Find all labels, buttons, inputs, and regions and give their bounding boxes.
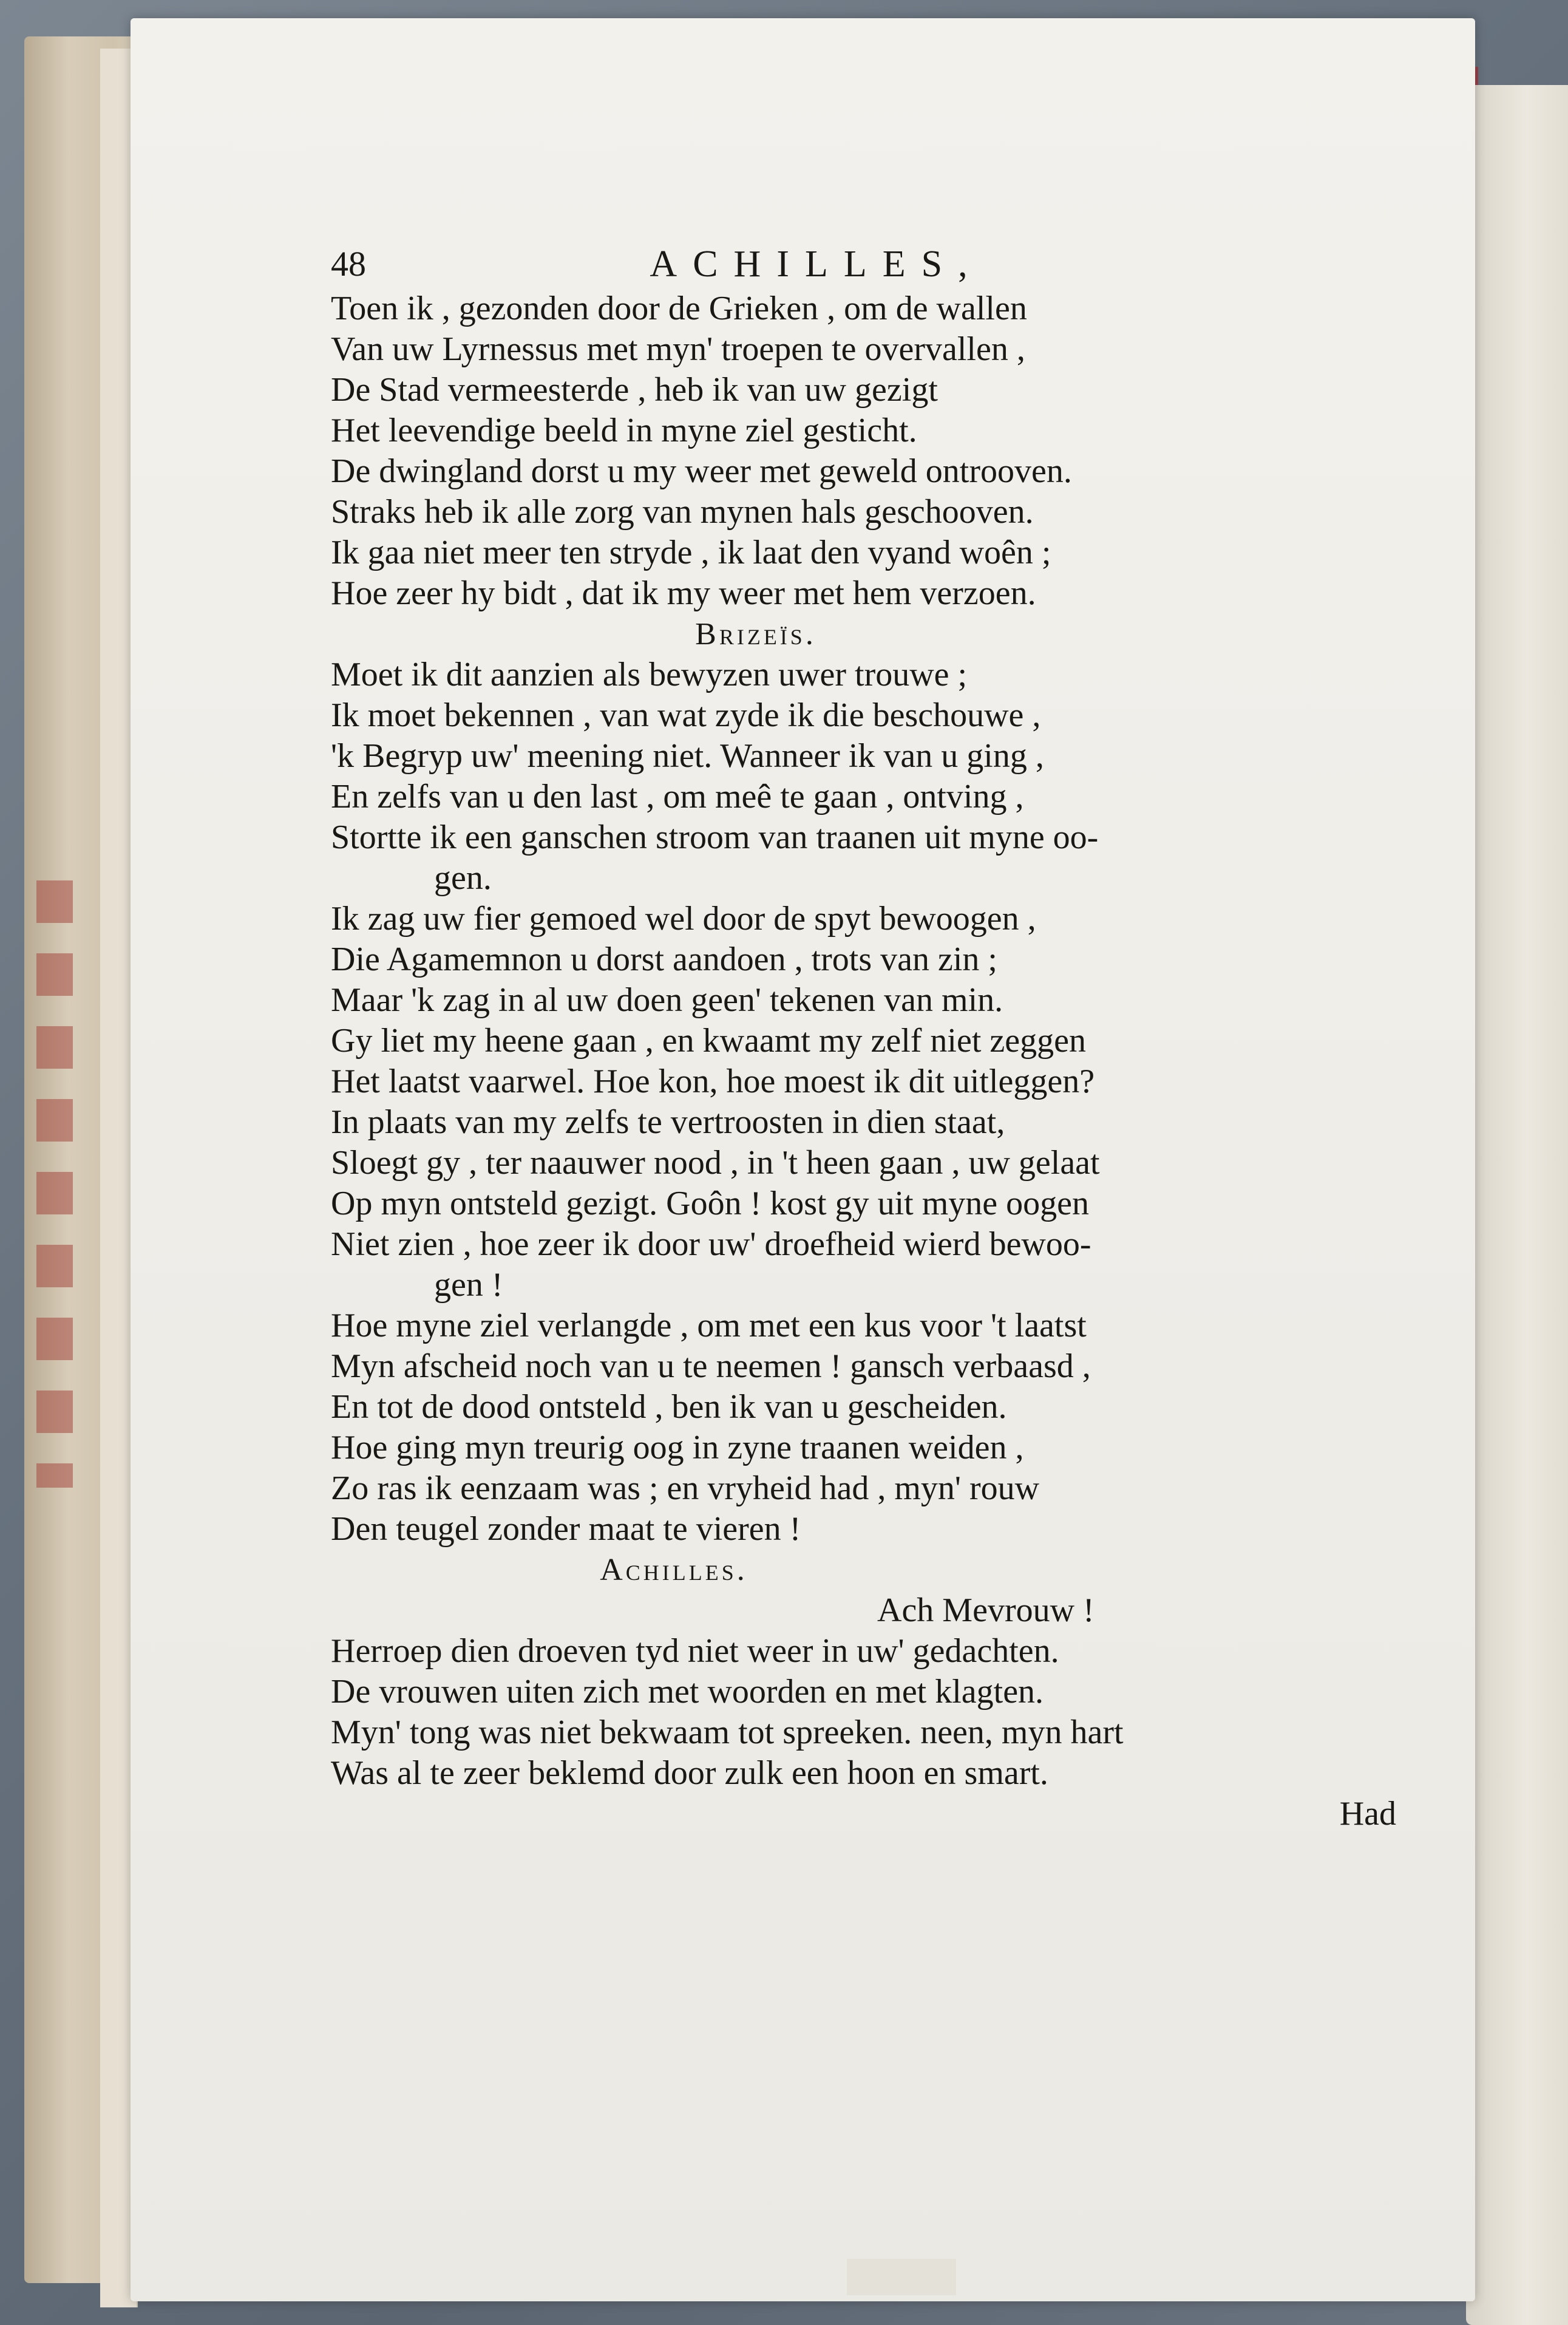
verse-line: Myn' tong was niet bekwaam tot spreeken. neen, myn hart: [331, 1714, 1124, 1751]
verse-line-continuation: gen !: [434, 1266, 503, 1304]
speaker-name: Brizeïs.: [695, 617, 816, 652]
verse-line: Ik zag uw fier gemoed wel door de spyt bewoogen ,: [331, 900, 1036, 938]
catchword: Had: [1339, 1795, 1396, 1833]
verse-line: Die Agamemnon u dorst aandoen , trots van zin ;: [331, 941, 997, 978]
running-head: ACHILLES,: [650, 243, 983, 285]
verse-line: Het leevendige beeld in myne ziel gesticht.: [331, 412, 917, 449]
verse-line-continuation: gen.: [434, 859, 492, 897]
verse-line: Het laatst vaarwel. Hoe kon, hoe moest ik dit uitleggen?: [331, 1063, 1095, 1100]
verse-line: En tot de dood ontsteld , ben ik van u gescheiden.: [331, 1388, 1007, 1426]
verse-line-indented: Ach Mevrouw !: [877, 1591, 1095, 1629]
verse-line: Toen ik , gezonden door de Grieken , om de wallen: [331, 290, 1027, 327]
verse-line: De dwingland dorst u my weer met geweld ontrooven.: [331, 452, 1072, 490]
verse-line: Zo ras ik eenzaam was ; en vryheid had , myn' rouw: [331, 1469, 1040, 1507]
verse-line: Straks heb ik alle zorg van mynen hals geschooven.: [331, 493, 1034, 531]
verse-line: En zelfs van u den last , om meê te gaan , ontving ,: [331, 778, 1024, 815]
page-header: [331, 240, 1411, 288]
verse-line: Op myn ontsteld gezigt. Goôn ! kost gy uit myne oogen: [331, 1185, 1089, 1222]
verse-line: Moet ik dit aanzien als bewyzen uwer trouwe ;: [331, 656, 968, 693]
verse-line: Gy liet my heene gaan , en kwaamt my zelf niet zeggen: [331, 1022, 1086, 1060]
page-smudge: [847, 2259, 956, 2295]
verse-line: Hoe zeer hy bidt , dat ik my weer met hem verzoen.: [331, 574, 1036, 612]
verse-line: De Stad vermeesterde , heb ik van uw gezigt: [331, 371, 938, 409]
speaker-name: Achilles.: [600, 1553, 748, 1587]
verse-line: Van uw Lyrnessus met myn' troepen te overvallen ,: [331, 330, 1025, 368]
facing-page-edge: [1466, 85, 1568, 2325]
verse-line: Den teugel zonder maat te vieren !: [331, 1510, 801, 1548]
verse-line: Was al te zeer beklemd door zulk een hoon en smart.: [331, 1754, 1048, 1792]
verse-line: Maar 'k zag in al uw doen geen' tekenen van min.: [331, 981, 1003, 1019]
verse-line: De vrouwen uiten zich met woorden en met klagten.: [331, 1673, 1044, 1711]
verse-line: In plaats van my zelfs te vertroosten in dien staat,: [331, 1103, 1005, 1141]
verse-line: Niet zien , hoe zeer ik door uw' droefheid wierd bewoo-: [331, 1225, 1091, 1263]
verse-line: Myn afscheid noch van u te neemen ! gansch verbaasd ,: [331, 1347, 1091, 1385]
page-number: 48: [331, 244, 366, 284]
page-text: [331, 240, 1411, 1834]
verse-line: 'k Begryp uw' meening niet. Wanneer ik van u ging ,: [331, 737, 1044, 775]
verse-line: Ik moet bekennen , van wat zyde ik die beschouwe ,: [331, 696, 1041, 734]
verse-line: Ik gaa niet meer ten stryde , ik laat den vyand woên ;: [331, 534, 1051, 571]
verse-line: Herroep dien droeven tyd niet weer in uw' gedachten.: [331, 1632, 1059, 1670]
binding-marks: [36, 880, 73, 1488]
verse-line: Hoe ging myn treurig oog in zyne traanen weiden ,: [331, 1429, 1024, 1466]
verse-block: [331, 288, 1411, 1794]
verse-line: Stortte ik een ganschen stroom van traanen uit myne oo-: [331, 819, 1099, 856]
verse-line: Hoe myne ziel verlangde , om met een kus voor 't laatst: [331, 1307, 1087, 1344]
verse-line: Sloegt gy , ter naauwer nood , in 't heen gaan , uw gelaat: [331, 1144, 1100, 1182]
